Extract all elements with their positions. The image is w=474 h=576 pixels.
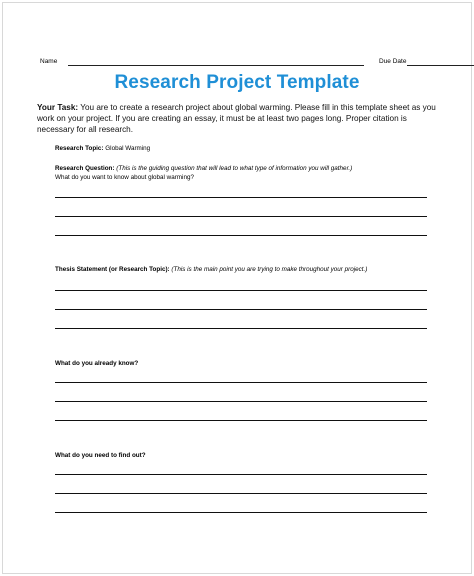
research-topic-label: Research Topic: bbox=[55, 145, 104, 152]
research-topic-field bbox=[55, 145, 150, 154]
thesis-hint: (This is the main point you are trying to make throughout your project.) bbox=[169, 266, 368, 273]
answer-line bbox=[55, 216, 427, 217]
answer-line bbox=[55, 401, 427, 402]
header-row bbox=[40, 58, 440, 70]
answer-line bbox=[55, 420, 427, 421]
research-question-text: What do you want to know about global warming? bbox=[55, 173, 194, 181]
task-text: You are to create a research project about global warming. Please fill in this template sheet as you work on your project. If you are creating an essay, it must be at least two pages long. Proper citation is necessary for all research. bbox=[37, 103, 436, 134]
already-know-label: What do you already know? bbox=[55, 360, 139, 367]
task-label: Your Task: bbox=[37, 103, 79, 112]
name-line bbox=[68, 65, 364, 66]
research-topic-value: Global Warming bbox=[103, 145, 151, 152]
answer-line bbox=[55, 309, 427, 310]
thesis-label: Thesis Statement (or Research Topic): bbox=[55, 266, 170, 273]
answer-line bbox=[55, 382, 427, 383]
answer-line bbox=[55, 474, 427, 475]
thesis-field bbox=[55, 266, 367, 275]
find-out-label: What do you need to find out? bbox=[55, 452, 146, 459]
answer-line bbox=[55, 235, 427, 236]
page-title: Research Project Template bbox=[114, 72, 360, 93]
answer-line bbox=[55, 493, 427, 494]
due-date-line bbox=[407, 65, 474, 66]
answer-line bbox=[55, 512, 427, 513]
answer-line bbox=[55, 328, 427, 329]
task-paragraph bbox=[37, 102, 439, 135]
answer-line bbox=[55, 197, 427, 198]
find-out-field bbox=[55, 452, 146, 461]
answer-line bbox=[55, 290, 427, 291]
already-know-field bbox=[55, 360, 138, 369]
name-label: Name bbox=[40, 58, 58, 65]
research-question-field bbox=[55, 165, 352, 182]
research-question-hint: (This is the guiding question that will lead to what type of information you will gather.) bbox=[114, 165, 353, 172]
research-question-label: Research Question: bbox=[55, 165, 115, 172]
due-date-label: Due Date bbox=[379, 58, 407, 65]
